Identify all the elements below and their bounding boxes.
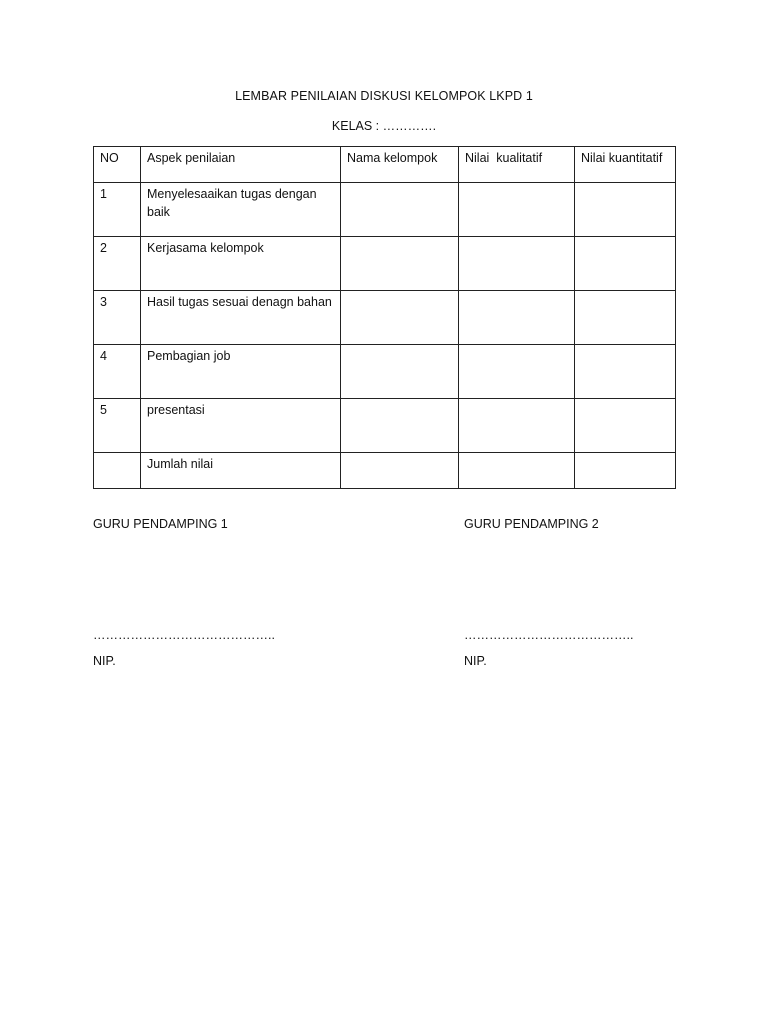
table-row [94,183,676,237]
row-no: 4 [94,345,141,399]
row-nama-kelompok-cell[interactable] [341,183,459,237]
row-no: 3 [94,291,141,345]
document-title: LEMBAR PENILAIAN DISKUSI KELOMPOK LKPD 1 [235,89,533,103]
total-label: Jumlah nilai [141,453,341,489]
assessment-table [93,146,676,489]
row-nilai-kuantitatif-cell[interactable] [575,291,676,345]
row-nama-kelompok-cell[interactable] [341,237,459,291]
signature-left-name-line: …………………………………….. [93,628,275,642]
row-nilai-kualitatif-cell[interactable] [459,237,575,291]
header-nama-kelompok: Nama kelompok [341,147,459,183]
signature-right-name-line: ………………………………….. [464,628,634,642]
row-nilai-kuantitatif-cell[interactable] [575,237,676,291]
signature-right-nip: NIP. [464,654,487,668]
row-nama-kelompok-cell[interactable] [341,345,459,399]
row-nilai-kuantitatif-cell[interactable] [575,345,676,399]
table-total-row [94,453,676,489]
row-no: 5 [94,399,141,453]
header-nilai-kuantitatif: Nilai kuantitatif [575,147,676,183]
total-no [94,453,141,489]
row-no: 1 [94,183,141,237]
row-nilai-kuantitatif-cell[interactable] [575,183,676,237]
row-no: 2 [94,237,141,291]
header-nilai-kualitatif: Nilai kualitatif [459,147,575,183]
signature-left-nip: NIP. [93,654,116,668]
total-nilai-kualitatif-cell[interactable] [459,453,575,489]
row-aspek: Pembagian job [141,345,341,399]
row-aspek: Kerjasama kelompok [141,237,341,291]
row-aspek: presentasi [141,399,341,453]
table-header-row [94,147,676,183]
total-nama-kelompok-cell[interactable] [341,453,459,489]
table-row [94,237,676,291]
class-line: KELAS : …………. [331,119,437,133]
row-nilai-kualitatif-cell[interactable] [459,345,575,399]
table-row [94,345,676,399]
row-nilai-kualitatif-cell[interactable] [459,399,575,453]
row-nama-kelompok-cell[interactable] [341,291,459,345]
table-row [94,399,676,453]
row-aspek: Menyelesaaikan tugas dengan baik [141,183,341,237]
header-aspek: Aspek penilaian [141,147,341,183]
signature-left-role: GURU PENDAMPING 1 [93,517,228,531]
total-nilai-kuantitatif-cell[interactable] [575,453,676,489]
table-row [94,291,676,345]
row-nilai-kuantitatif-cell[interactable] [575,399,676,453]
row-aspek: Hasil tugas sesuai denagn bahan [141,291,341,345]
row-nilai-kualitatif-cell[interactable] [459,183,575,237]
row-nama-kelompok-cell[interactable] [341,399,459,453]
header-no: NO [94,147,141,183]
row-nilai-kualitatif-cell[interactable] [459,291,575,345]
signature-right-role: GURU PENDAMPING 2 [464,517,599,531]
